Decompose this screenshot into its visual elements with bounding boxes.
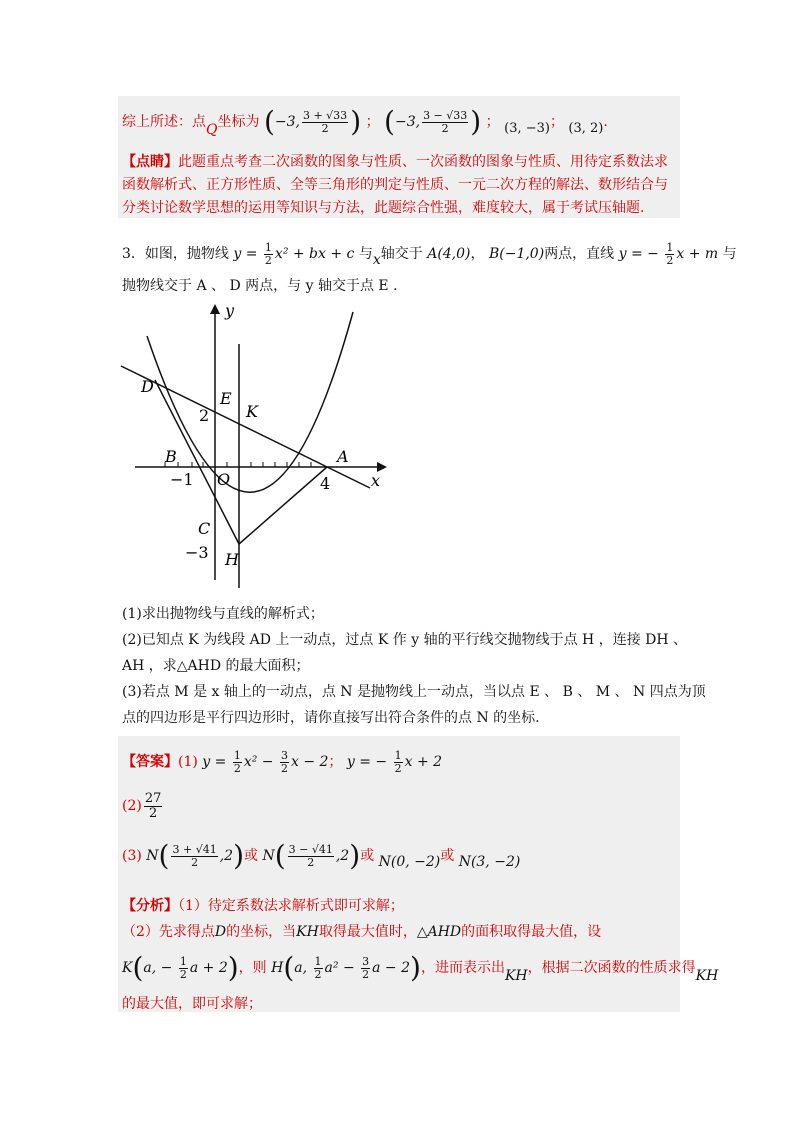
comment-line-3: 分类讨论数学思想的运用等知识与方法，此题综合性强，难度较大，属于考试压轴题.: [122, 200, 645, 216]
answer-line-1: 【答案】(1) y = $\frac{1}{2}$ x² − $\frac{3}{2}$ x − 2； y = − $\frac{1}{2}$ x + 2: [122, 748, 443, 775]
answer-parabola: y = $\frac{1}{2}$ x² − $\frac{3}{2}$ x − 2: [202, 748, 329, 775]
answer-line-3: (3) N( $\frac{3 + √41}{2}$ ,2)或 N( $\frac{3 - √41}{2}$ ,2)或 N(0, −2)或 N(3, −2): [122, 839, 521, 872]
question-1: (1)求出抛物线与直线的解析式；: [122, 606, 324, 622]
problem-line-2: 抛物线交于 A 、 D 两点，与 y 轴交于点 E .: [122, 278, 398, 294]
analysis-line-1: 【分析】（1）待定系数法求解析式即可求解；: [122, 898, 404, 914]
label-2: 2: [199, 406, 210, 425]
label-y: y: [225, 301, 235, 320]
label-D: D: [141, 377, 154, 396]
parabola-equation: y = $\frac{1}{2}$ x² + bx + c: [233, 240, 355, 267]
comment-line-1: 【点睛】此题重点考查二次函数的图象与性质、一次函数的图象与性质、用待定系数法求: [122, 154, 668, 170]
analysis-line-3: K(a, − $\frac{1}{2}$ a + 2)，则 H(a, $\frac{1}{2}$ a² − $\frac{3}{2}$ a − 2)，进而表示出KH，根据二次函数的性质求得KH: [122, 951, 719, 984]
label-O: O: [217, 470, 231, 489]
label-minus3: −3: [185, 543, 209, 562]
label-B: B: [165, 447, 177, 466]
question-2-line-1: (2)已知点 K 为线段 AD 上一动点，过点 K 作 y 轴的平行线交抛物线于点 H ，连接 DH 、: [122, 632, 688, 648]
problem-line-1: 3．如图，抛物线 y = $\frac{1}{2}$ x² + bx + c 与x轴交于 A(4,0)， B(−1,0)两点，直线 y = − $\frac{1}{2}$ x + m 与: [122, 240, 737, 268]
label-x: x: [371, 471, 381, 490]
line-AD: [121, 366, 370, 488]
analysis-line-2: （2）先求得点D的坐标，当KH取得最大值时，△AHD的面积取得最大值，设: [122, 924, 602, 940]
parabola-figure: [115, 300, 395, 590]
line-equation: y = − $\frac{1}{2}$ x + m: [618, 240, 719, 267]
label-E: E: [220, 389, 232, 408]
answer-line-2: (2) $\frac{27}{2}$: [122, 790, 162, 821]
label-K: K: [246, 402, 258, 421]
question-3-line-1: (3)若点 M 是 x 轴上的一动点，点 N 是抛物线上一动点，当以点 E 、 B 、 M 、 N 四点为顶: [122, 684, 706, 700]
label-minus1: −1: [170, 470, 194, 489]
answer-line: y = − $\frac{1}{2}$ x + 2: [346, 748, 443, 775]
segment-AH: [239, 467, 327, 544]
y-axis-arrow: [210, 304, 220, 314]
label-4: 4: [320, 474, 331, 493]
comment-line-2: 函数解析式、正方形性质、全等三角形的判定与性质、一元二次方程的解法、数形结合与: [122, 177, 668, 193]
analysis-line-4: 的最大值，即可求解；: [122, 996, 262, 1012]
summary-line: 综上所述：点Q坐标为 (−3, $\frac{3 + √33}{2}$ ) ； (−3, $\frac{3 - √33}{2}$ ) ； (3, −3)； (3, 2).: [122, 105, 608, 138]
question-3-line-2: 点的四边形是平行四边形时，请你直接写出符合条件的点 N 的坐标.: [122, 710, 540, 726]
label-A: A: [337, 447, 349, 466]
label-H: H: [225, 550, 239, 569]
question-2-line-2: AH ，求△AHD 的最大面积；: [122, 658, 310, 674]
label-C: C: [198, 519, 211, 538]
